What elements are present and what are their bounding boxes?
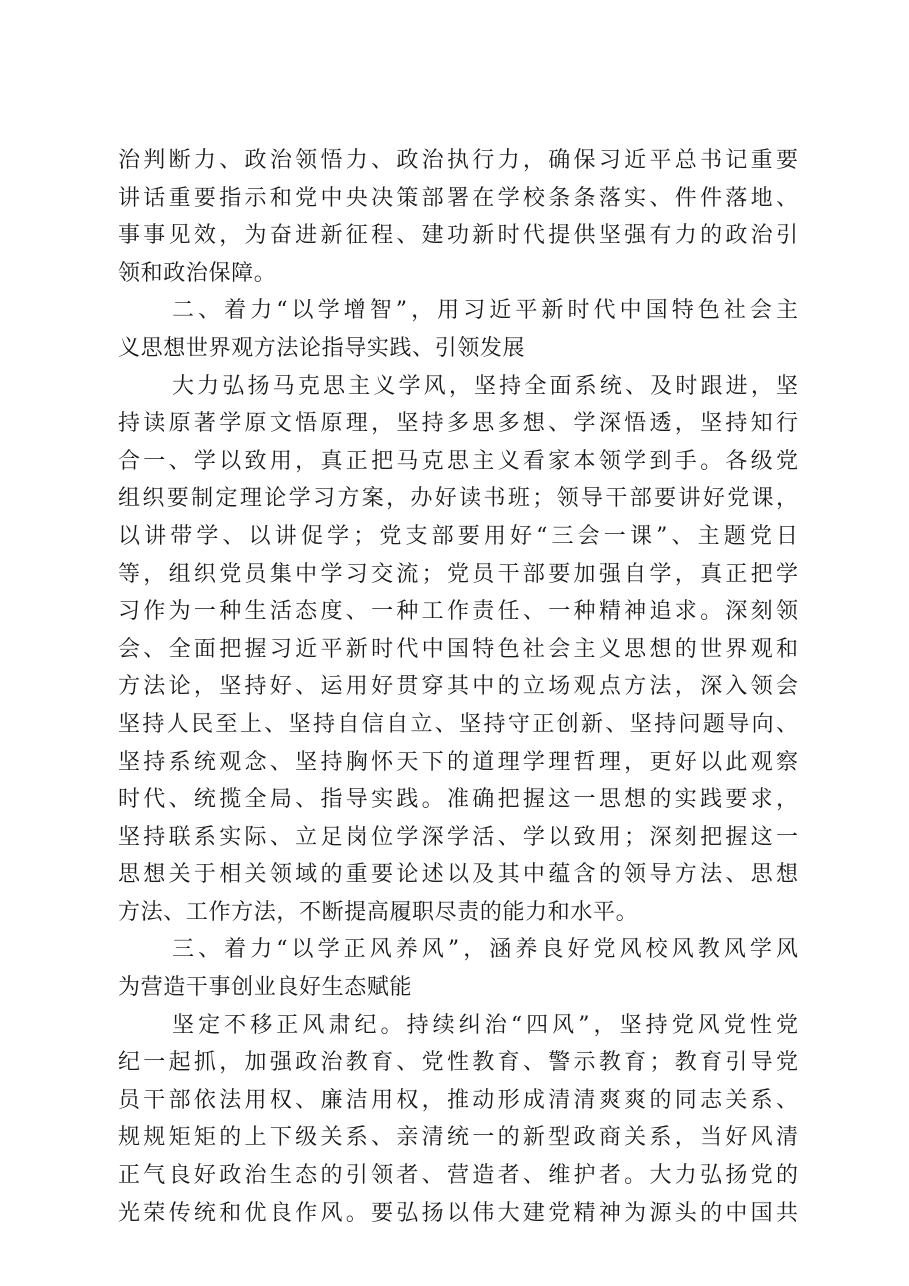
text-line: 习作为一种生活态度、一种工作责任、一种精神追求。深刻领 (118, 599, 798, 625)
text-line: 领和政治保障。 (118, 260, 277, 286)
section-heading-line: 二、着力“以学增智”，用习近平新时代中国特色社会主 (172, 298, 798, 324)
text-line: 治判断力、政治领悟力、政治执行力，确保习近平总书记重要 (118, 148, 798, 173)
text-line: 坚持联系实际、立足岗位学深学活、学以致用；深刻把握这一 (118, 824, 798, 850)
section-heading-line: 三、着力“以学正风养风”，涵养良好党风校风教风学风 (172, 937, 798, 963)
text-line: 坚定不移正风肃纪。持续纠治“四风”，坚持党风党性党 (172, 1012, 798, 1038)
text-line: 坚持人民至上、坚持自信自立、坚持守正创新、坚持问题导向、 (118, 711, 798, 737)
text-line: 坚持系统观念、坚持胸怀天下的道理学理哲理，更好以此观察 (118, 749, 798, 775)
text-line: 员干部依法用权、廉洁用权，推动形成清清爽爽的同志关系、 (118, 1087, 798, 1113)
text-line: 方法、工作方法，不断提高履职尽责的能力和水平。 (118, 899, 639, 925)
text-line: 正气良好政治生态的引领者、营造者、维护者。大力弘扬党的 (118, 1163, 798, 1189)
text-line: 思想关于相关领域的重要论述以及其中蕴含的领导方法、思想 (118, 862, 798, 888)
section-heading-line: 义思想世界观方法论指导实践、引领发展 (118, 335, 526, 361)
text-line: 讲话重要指示和党中央决策部署在学校条条落实、件件落地、 (118, 185, 798, 211)
text-line: 大力弘扬马克思主义学风，坚持全面系统、及时跟进，坚 (172, 373, 798, 399)
text-line: 组织要制定理论学习方案，办好读书班；领导干部要讲好党课， (118, 486, 798, 512)
text-line: 纪一起抓，加强政治教育、党性教育、警示教育；教育引导党 (118, 1050, 798, 1076)
text-line: 方法论，坚持好、运用好贯穿其中的立场观点方法，深入领会 (118, 674, 798, 700)
document-body (118, 142, 798, 1232)
text-line: 持读原著学原文悟原理，坚持多思多想、学深悟透，坚持知行 (118, 411, 798, 437)
text-line: 合一、学以致用，真正把马克思主义看家本领学到手。各级党 (118, 448, 798, 474)
text-line: 会、全面把握习近平新时代中国特色社会主义思想的世界观和 (118, 636, 798, 662)
text-line: 时代、统揽全局、指导实践。准确把握这一思想的实践要求， (118, 787, 798, 813)
text-line: 等，组织党员集中学习交流；党员干部要加强自学，真正把学 (118, 561, 798, 587)
text-line: 事事见效，为奋进新征程、建功新时代提供坚强有力的政治引 (118, 223, 798, 249)
text-line: 光荣传统和优良作风。要弘扬以伟大建党精神为源头的中国共 (118, 1200, 798, 1226)
text-line: 以讲带学、以讲促学；党支部要用好“三会一课”、主题党日 (118, 523, 798, 549)
section-heading-line: 为营造干事创业良好生态赋能 (118, 975, 413, 1001)
text-line: 规规矩矩的上下级关系、亲清统一的新型政商关系，当好风清 (118, 1125, 798, 1151)
